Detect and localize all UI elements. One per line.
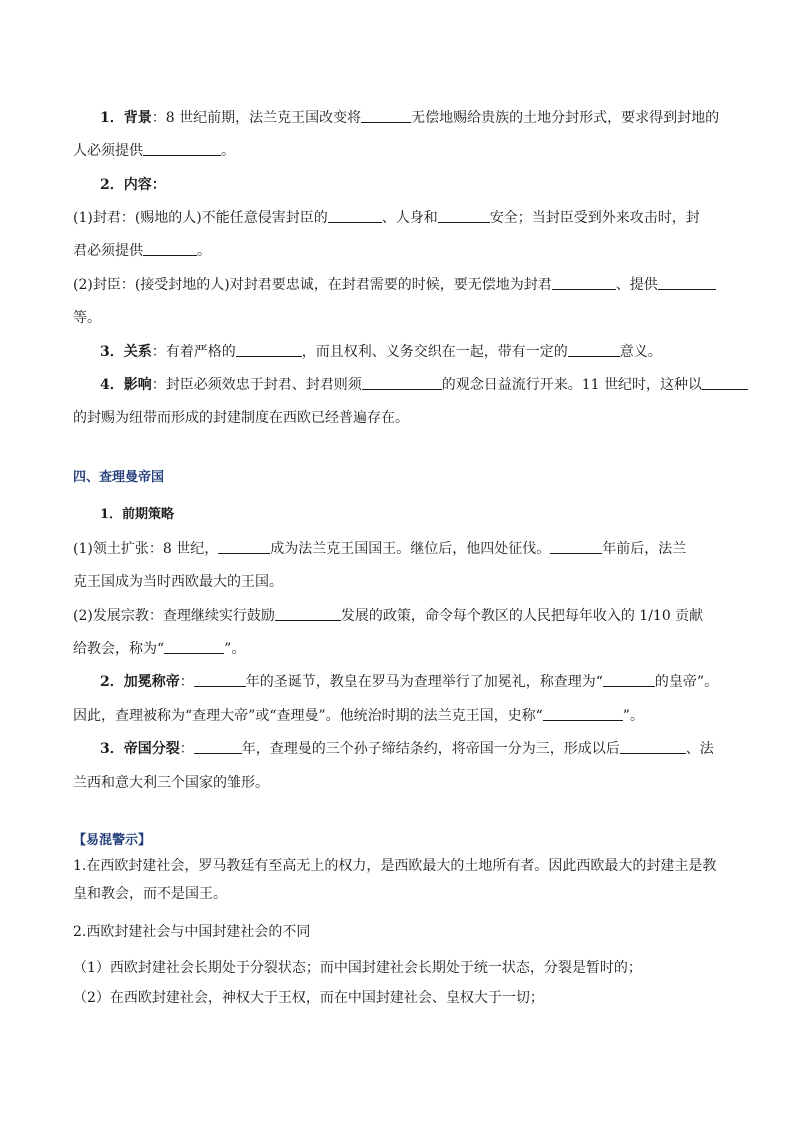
warning-title: 【易混警示】 bbox=[73, 833, 152, 848]
blank-line bbox=[194, 672, 246, 687]
expansion-line-2: 克王国成为当时西欧最大的王国。 bbox=[73, 574, 283, 590]
warning-point-4: （2）在西欧封建社会，神权大于王权，而在中国封建社会、皇权大于一切； bbox=[73, 990, 544, 1006]
blank-line bbox=[164, 639, 224, 654]
early-strategy-heading: 1．前期策略 bbox=[100, 507, 175, 522]
blank-line bbox=[143, 141, 221, 156]
blank-line bbox=[275, 606, 341, 621]
background-line-2: 人必须提供 。 bbox=[73, 143, 235, 159]
blank-line bbox=[603, 672, 655, 687]
vassal-duty-line-1: (2)封臣：(接受封地的人)对封君要忠诚，在封君需要的时候，要无偿地为封君 、提供 bbox=[73, 275, 716, 295]
relation-line: 3．关系：有着严格的 ，而且权利、义务交织在一起，带有一定的 意义。 bbox=[100, 344, 662, 360]
religion-line-2: 给教会，称为“ ”。 bbox=[73, 641, 246, 657]
warning-point-1b: 皇和教会，而不是国王。 bbox=[73, 886, 227, 902]
section-title-charlemagne: 四、查理曼帝国 bbox=[73, 470, 165, 485]
warning-point-1a: 1.在西欧封建社会，罗马教廷有至高无上的权力，是西欧最大的土地所有者。因此西欧最大的封建主是教 bbox=[73, 858, 717, 874]
blank-line bbox=[438, 208, 490, 223]
split-line-2: 兰西和意大利三个国家的雏形。 bbox=[73, 775, 269, 791]
coronation-line-2: 因此，查理被称为“查理大帝”或“查理曼”。他统治时期的法兰克王国，史称“ ”。 bbox=[73, 708, 644, 724]
lord-duty-line-1: (1)封君：(赐地的人)不能任意侵害封臣的 、人身和 安全；当封臣受到外来攻击时，封 bbox=[73, 210, 700, 226]
religion-line-1: (2)发展宗教：查理继续实行鼓励 发展的政策，命令每个教区的人民把每年收入的 1/10 贡献 bbox=[73, 608, 704, 624]
coronation-line-1: 2．加冕称帝： 年的圣诞节，教皇在罗马为查理举行了加冕礼，称查理为“ 的皇帝”。 bbox=[100, 674, 719, 690]
blank-line bbox=[362, 375, 442, 390]
blank-line bbox=[620, 739, 686, 754]
lord-duty-line-2: 君必须提供 。 bbox=[73, 243, 211, 259]
content-heading: 2．内容： bbox=[100, 177, 166, 193]
blank-line bbox=[361, 108, 411, 123]
blank-line bbox=[194, 739, 242, 754]
blank-line bbox=[568, 342, 620, 357]
blank-line bbox=[143, 241, 197, 256]
split-line-1: 3．帝国分裂： 年，查理曼的三个孙子缔结条约，将帝国一分为三，形成以后 、法 bbox=[100, 741, 714, 757]
blank-line bbox=[218, 539, 270, 554]
vassal-duty-line-2: 等。 bbox=[73, 310, 101, 326]
blank-line bbox=[702, 375, 748, 390]
blank-line bbox=[328, 208, 382, 223]
blank-line bbox=[552, 275, 616, 290]
blank-line bbox=[550, 539, 602, 554]
warning-point-2: 2.西欧封建社会与中国封建社会的不同 bbox=[73, 924, 311, 940]
expansion-line-1: (1)领土扩张：8 世纪， 成为法兰克王国国王。继位后，他四处征伐。 年前后，法兰 bbox=[73, 541, 687, 557]
warning-point-3: （1）西欧封建社会长期处于分裂状态；而中国封建社会长期处于统一状态，分裂是暂时的； bbox=[73, 960, 642, 976]
influence-line-2: 的封赐为纽带而形成的封建制度在西欧已经普遍存在。 bbox=[73, 410, 409, 426]
background-line-1: 1．背景：8 世纪前期，法兰克王国改变将 无偿地赐给贵族的土地分封形式，要求得到封地的 bbox=[100, 110, 720, 126]
influence-line-1: 4．影响：封臣必须效忠于封君、封君则须 的观念日益流行开来。11 世纪时，这种以 bbox=[100, 375, 748, 395]
blank-line bbox=[658, 275, 716, 290]
blank-line bbox=[236, 342, 302, 357]
blank-line bbox=[543, 706, 623, 721]
